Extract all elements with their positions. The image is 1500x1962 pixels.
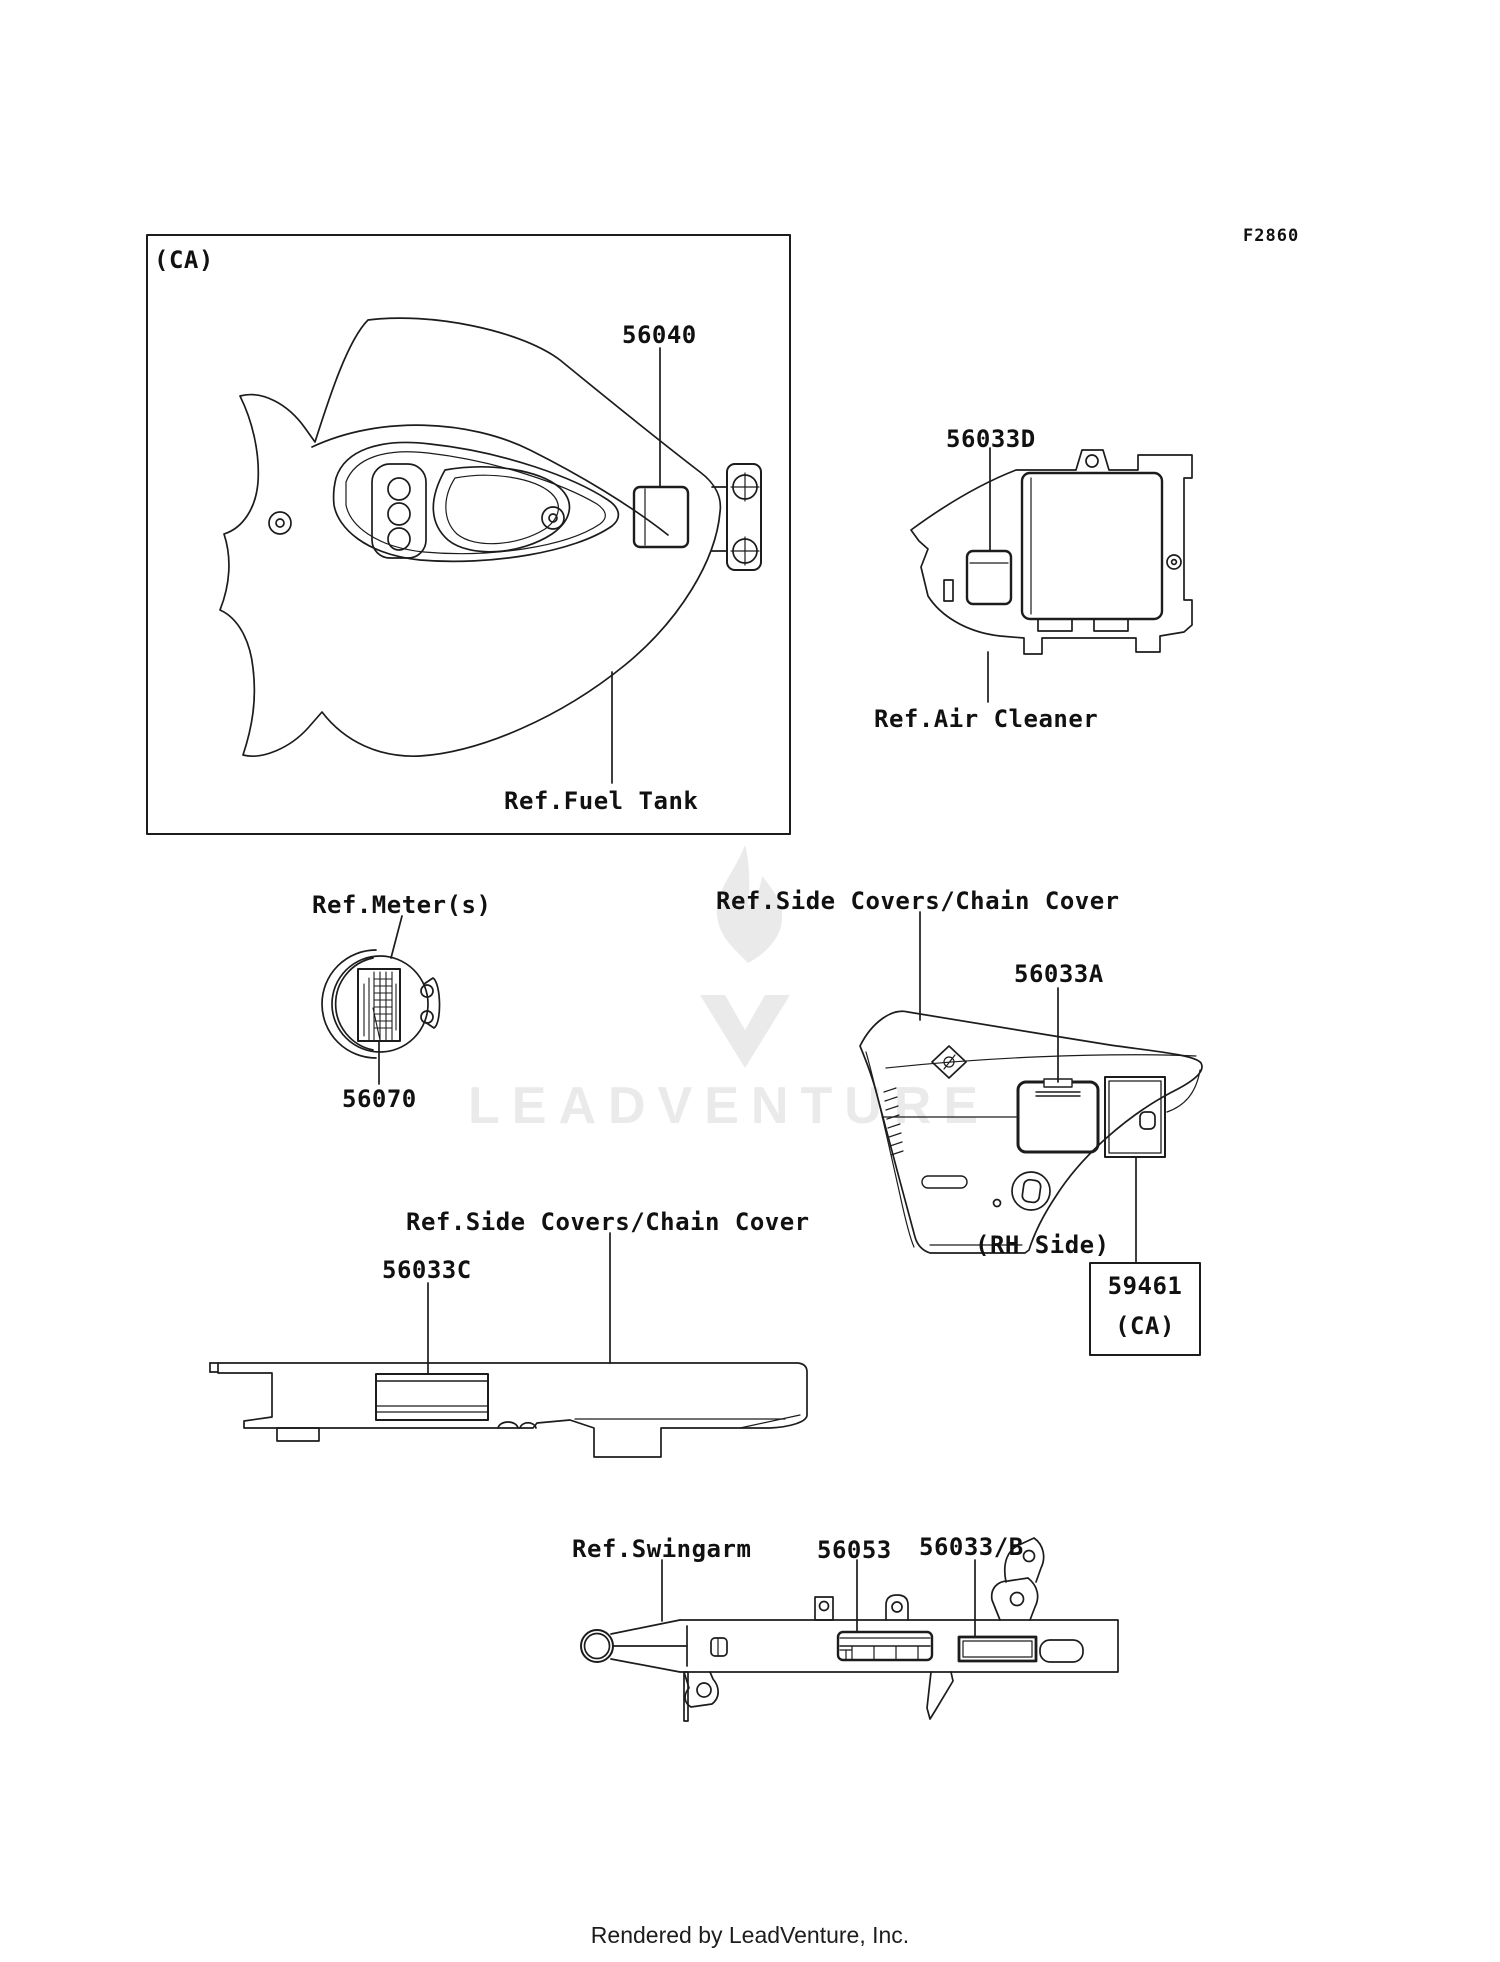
leadventure-watermark-text: LEADVENTURE bbox=[468, 1077, 991, 1135]
ref-meter-label: Ref.Meter(s) bbox=[312, 891, 492, 919]
fuel-tank-variant-label: (CA) bbox=[154, 246, 214, 274]
part-number-56033b: 56033/B bbox=[919, 1533, 1024, 1561]
part-number-56033a: 56033A bbox=[1014, 960, 1104, 988]
ref-side-covers-rh-label: Ref.Side Covers/Chain Cover bbox=[716, 887, 1120, 915]
part-number-59461: 59461 bbox=[1107, 1272, 1183, 1300]
part-number-56033d: 56033D bbox=[946, 425, 1036, 453]
part-number-56040: 56040 bbox=[622, 321, 697, 349]
part-number-56053: 56053 bbox=[817, 1536, 892, 1564]
meter-drawing bbox=[322, 916, 440, 1084]
footer-credit: Rendered by LeadVenture, Inc. bbox=[590, 1922, 910, 1948]
rh-side-label: (RH Side) bbox=[975, 1231, 1110, 1259]
ref-air-cleaner-label: Ref.Air Cleaner bbox=[874, 705, 1099, 733]
swingarm-drawing bbox=[581, 1538, 1118, 1721]
part-59461-variant-label: (CA) bbox=[1115, 1312, 1175, 1340]
chain-cover-drawing bbox=[210, 1233, 807, 1457]
part-number-56070: 56070 bbox=[342, 1085, 417, 1113]
air-cleaner-drawing bbox=[911, 448, 1192, 702]
page-code: F2860 bbox=[1243, 226, 1300, 246]
part-number-56033c: 56033C bbox=[382, 1256, 472, 1284]
ref-fuel-tank-label: Ref.Fuel Tank bbox=[504, 787, 699, 815]
ref-swingarm-label: Ref.Swingarm bbox=[572, 1535, 752, 1563]
ref-side-covers-chain-label: Ref.Side Covers/Chain Cover bbox=[406, 1208, 810, 1236]
